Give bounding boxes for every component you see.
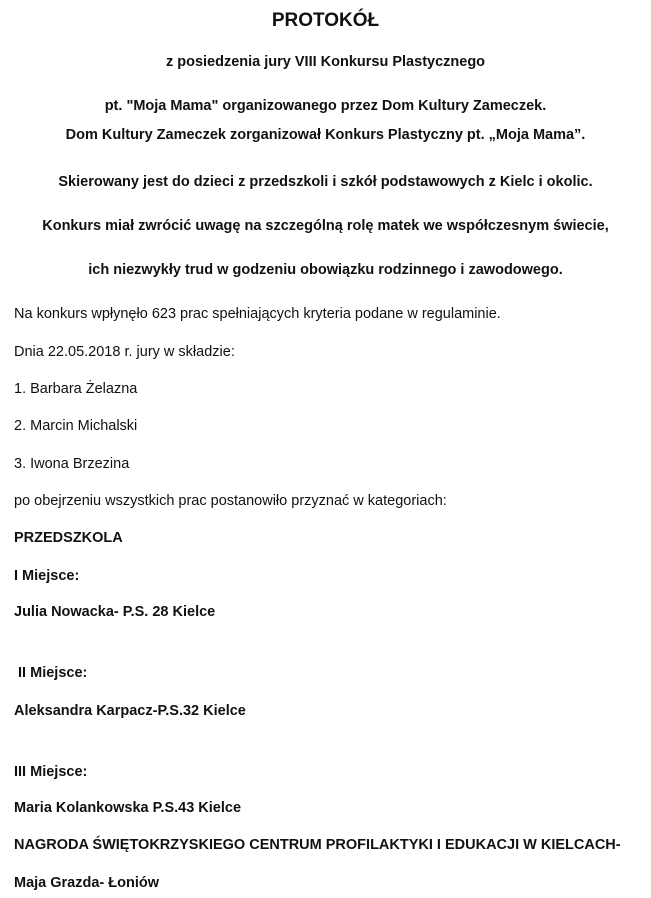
jury-member: 3. Iwona Brzezina <box>14 456 130 472</box>
jury-intro: Dnia 22.05.2018 r. jury w składzie: <box>14 344 235 360</box>
header-line: z posiedzenia jury VIII Konkursu Plastycznego <box>165 54 486 70</box>
submissions-text: Na konkurs wpłynęło 623 prac spełniających kryteria podane w regulaminie. <box>14 306 501 322</box>
special-award-winner: Maja Grazda- Łoniów <box>14 875 160 891</box>
award-winner: Aleksandra Karpacz-P.S.32 Kielce <box>14 703 246 719</box>
award-place: II Miejsce: <box>14 665 88 681</box>
header-line: Skierowany jest do dzieci z przedszkoli i szkół podstawowych z Kielc i okolic. <box>58 174 593 190</box>
award-place: I Miejsce: <box>14 568 80 584</box>
special-award-heading: NAGRODA ŚWIĘTOKRZYSKIEGO CENTRUM PROFILAKTYKI I EDUKACJI W KIELCACH- <box>14 837 621 853</box>
jury-member: 1. Barbara Żelazna <box>14 381 138 397</box>
award-winner: Maria Kolankowska P.S.43 Kielce <box>14 800 242 816</box>
header-line: Dom Kultury Zameczek zorganizował Konkurs Plastyczny pt. „Moja Mama”. <box>65 127 586 143</box>
document-title: PROTOKÓŁ <box>271 10 380 31</box>
category-heading: PRZEDSZKOLA <box>14 530 123 546</box>
award-place: III Miejsce: <box>14 764 88 780</box>
header-line: ich niezwykły trud w godzeniu obowiązku rodzinnego i zawodowego. <box>88 262 563 278</box>
header-line: Konkurs miał zwrócić uwagę na szczególną rolę matek we współczesnym świecie, <box>42 218 609 234</box>
jury-member: 2. Marcin Michalski <box>14 418 138 434</box>
award-winner: Julia Nowacka- P.S. 28 Kielce <box>14 604 216 620</box>
header-line: pt. "Moja Mama" organizowanego przez Dom Kultury Zameczek. <box>104 98 547 114</box>
decision-text: po obejrzeniu wszystkich prac postanowiło przyznać w kategoriach: <box>14 493 447 509</box>
